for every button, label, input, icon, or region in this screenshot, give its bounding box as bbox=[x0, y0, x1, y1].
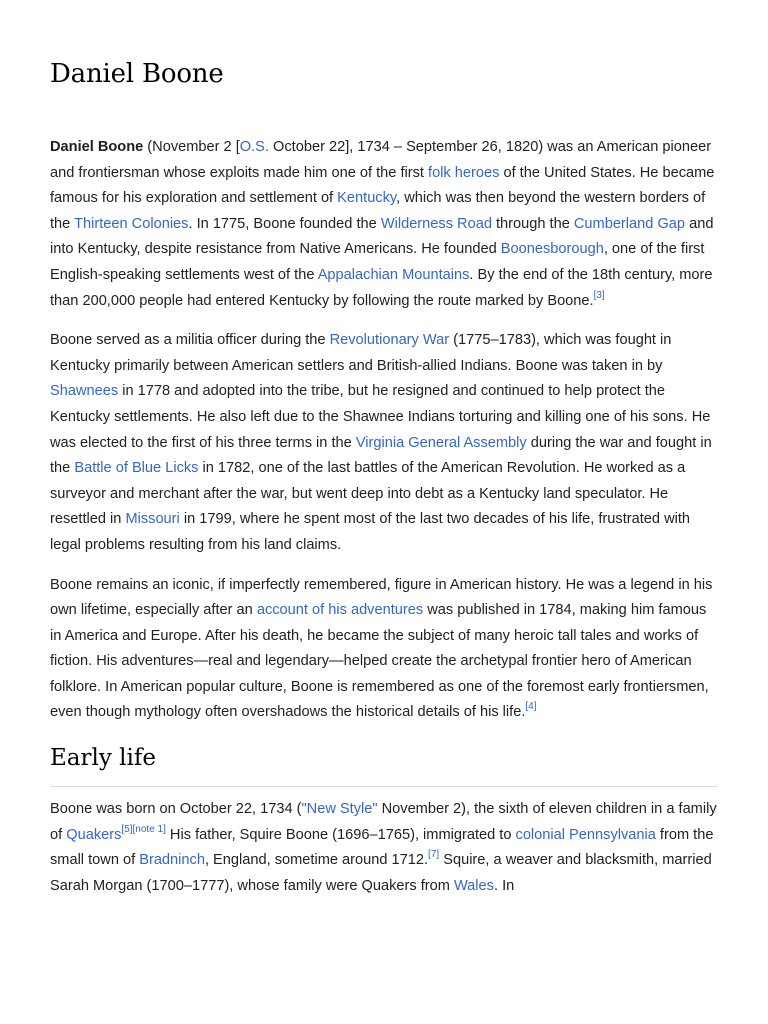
link-battle-of-blue-licks[interactable]: Battle of Blue Licks bbox=[74, 460, 199, 477]
link-revolutionary-war[interactable]: Revolutionary War bbox=[329, 332, 450, 349]
link-boonesborough[interactable]: Boonesborough bbox=[500, 241, 604, 258]
link-kentucky[interactable]: Kentucky bbox=[337, 190, 397, 207]
page-title: Daniel Boone bbox=[50, 59, 224, 89]
citation-3[interactable]: [3] bbox=[593, 289, 605, 301]
link-missouri[interactable]: Missouri bbox=[125, 511, 180, 528]
intro-paragraph-2: Boone served as a militia officer during the Revolutionary War (1775–1783), which was fought in Kentucky primarily between American settlers and British-allied Indians. Boone was taken in by Shawnees in 1778 and adopted into the tribe, but he resigned and continued to help protect the Kentucky settlements. He also left due to the Shawnee Indians torturing and killing one of his sons. He was elected to the first of his three terms in the Virginia General Assembly during the war and fought in the Battle of Blue Licks in 1782, one of the last battles of the American Revolution. He worked as a surveyor and merchant after the war, but went deep into debt as a Kentucky land speculator. He resettled in Missouri in 1799, where he spent most of the last two decades of his life, frustrated with legal problems resulting from his land claims. bbox=[50, 332, 712, 553]
link-wilderness-road[interactable]: Wilderness Road bbox=[380, 215, 492, 232]
link-thirteen-colonies[interactable]: Thirteen Colonies bbox=[74, 215, 189, 232]
link-bradninch[interactable]: Bradninch bbox=[139, 852, 205, 869]
early-life-paragraph-1: Boone was born on October 22, 1734 ("New Style" November 2), the sixth of eleven children in a family of Quakers[5][note 1] His father, Squire Boone (1696–1765), immigrated to colonial Pennsylvania from the small town of Bradninch, England, sometime around 1712.[7] Squire, a weaver and blacksmith, married Sarah Morgan (1700–1777), whose family were Quakers from Wales. In bbox=[50, 801, 717, 894]
link-cumberland-gap[interactable]: Cumberland Gap bbox=[573, 215, 686, 232]
link-account-of-adventures[interactable]: account of his adventures bbox=[256, 602, 424, 619]
link-wales[interactable]: Wales bbox=[453, 877, 494, 894]
intro-paragraph-1: Daniel Boone (November 2 [O.S. October 22], 1734 – September 26, 1820) was an American pioneer and frontiersman whose exploits made him one of the first folk heroes of the United States. He became famous for his exploration and settlement of Kentucky, which was then beyond the western borders of the Thirteen Colonies. In 1775, Boone founded the Wilderness Road through the Cumberland Gap and into Kentucky, despite resistance from Native Americans. He founded Boonesborough, one of the first English-speaking settlements west of the Appalachian Mountains. By the end of the 18th century, more than 200,000 people had entered Kentucky by following the route marked by Boone.[3] bbox=[50, 139, 715, 309]
link-os[interactable]: O.S. bbox=[239, 139, 269, 155]
citation-5[interactable]: [5] bbox=[121, 823, 133, 835]
citation-7[interactable]: [7] bbox=[428, 849, 440, 861]
citation-4[interactable]: [4] bbox=[525, 701, 537, 713]
section-heading-early-life: Early life bbox=[50, 740, 718, 787]
citation-note-1[interactable]: [note 1] bbox=[132, 823, 166, 835]
link-quakers[interactable]: Quakers bbox=[66, 826, 122, 843]
link-appalachian-mountains[interactable]: Appalachian Mountains bbox=[317, 266, 470, 283]
link-new-style[interactable]: "New Style" bbox=[301, 801, 378, 818]
link-folk-heroes[interactable]: folk heroes bbox=[428, 164, 500, 181]
link-shawnees[interactable]: Shawnees bbox=[50, 383, 119, 400]
link-virginia-general-assembly[interactable]: Virginia General Assembly bbox=[355, 434, 527, 451]
link-colonial-pennsylvania[interactable]: colonial Pennsylvania bbox=[515, 826, 656, 843]
subject-name: Daniel Boone bbox=[50, 139, 144, 155]
intro-paragraph-3: Boone remains an iconic, if imperfectly remembered, figure in American history. He was a legend in his own lifetime, especially after an account of his adventures was published in 1784, making him famous in America and Europe. After his death, he became the subject of many heroic tall tales and works of fiction. His adventures—real and legendary—helped create the archetypal frontier hero of American folklore. In American popular culture, Boone is remembered as one of the foremost early frontiersmen, even though mythology often overshadows the historical details of his life.[4] bbox=[50, 576, 713, 721]
